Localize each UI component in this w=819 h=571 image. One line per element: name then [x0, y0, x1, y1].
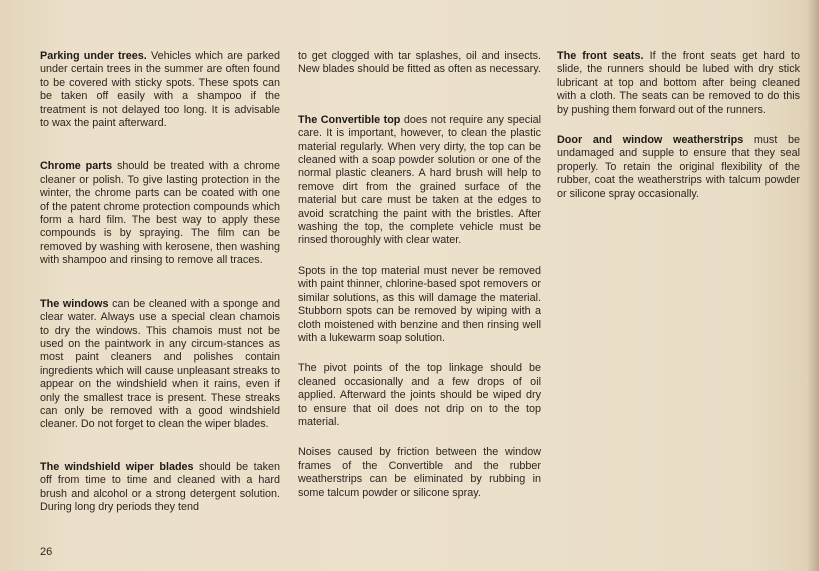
heading-weatherstrips: Door and window weatherstrips: [557, 134, 744, 147]
heading-convertible-top: The Convertible top: [298, 113, 401, 126]
body-front-seats: If the front seats get hard to slide, the runners should be lubed with dry stick lubricant at top and bottom after being cleaned with a cloth. The seats can be removed to do this by pushing them forward out of the runners.: [557, 50, 800, 116]
body-wiper-blades: should be taken off from time to time and cleaned with a hard brush and alcohol or a strong detergent solution. During long dry periods they tend: [40, 460, 280, 513]
paragraph-chrome-parts: [40, 160, 280, 267]
paragraph-convertible-top: [298, 114, 541, 248]
paragraph-wiper-blades: [40, 461, 280, 515]
body-friction-noises: Noises caused by friction between the window frames of the Convertible and the rubber weatherstrips can be eliminated by rubbing in some talcum powder or silicone spray.: [298, 446, 541, 499]
heading-windows: The windows: [40, 297, 109, 310]
body-pivot-points: The pivot points of the top linkage should be cleaned occasionally and a few drops of oil applied. Afterward the joints should be wiped dry to ensure that oil does not drip on to the top material.: [298, 362, 541, 428]
column-middle: [298, 50, 541, 525]
paragraph-spots-top-material: [298, 265, 541, 345]
body-chrome-parts: should be treated with a chrome cleaner or polish. To give lasting protection in the winter, the chrome parts can be coated with one of the patent chrome protection compounds which form a hard film. The best way to apply these compounds is by spraying. The film can be removed by washing with kerosene, then washing with shampoo and rinsing to remove all traces.: [40, 160, 280, 267]
paragraph-front-seats: [557, 50, 800, 117]
paragraph-weatherstrips: [557, 134, 800, 201]
heading-front-seats: The front seats.: [557, 50, 644, 62]
paragraph-windows: [40, 298, 280, 432]
column-right: [557, 50, 800, 226]
page-number: 26: [40, 546, 53, 558]
body-convertible-top: does not require any special care. It is important, however, to clean the plastic material regularly. When very dirty, the top can be cleaned with a soap powder solution or one of the normal plastic cleaners. A hard brush will help to remove dirt from the grained surface of the material but care must be taken at the edges to avoid scratching the paint with the bristles. After washing the top, the complete vehicle must be rinsed thoroughly with clear water.: [298, 113, 542, 247]
body-spots-top-material: Spots in the top material must never be removed with paint thinner, chlorine-based spot removers or similar solutions, as this will damage the material. Stubborn spots can be removed by wiping with a cloth moistened with benzine and then rinsing well with a lukewarm soap solution.: [298, 264, 541, 344]
paragraph-parking-under-trees: [40, 50, 280, 130]
heading-wiper-blades: The windshield wiper blades: [40, 460, 194, 473]
body-windows: can be cleaned with a sponge and clear water. Always use a special clean chamois to dry the windows. This chamois must not be used on the paintwork in any circum-stances as most paint cleaners and polishes contain ingredients which will cause unpleasant streaks to appear on the windshield when it rains, even if only the smallest trace is present. These streaks can only be removed with a good windshield cleaner. Do not forget to clean the wiper blades.: [40, 297, 280, 431]
body-weatherstrips: must be undamaged and supple to ensure that they seal properly. To retain the original flexibility of the rubber, coat the weatherstrips with talcum powder or silicone spray occasionally.: [557, 134, 801, 200]
paragraph-pivot-points: [298, 362, 541, 429]
page-edge-shadow: [807, 0, 819, 571]
paragraph-friction-noises: [298, 446, 541, 500]
body-parking-under-trees: Vehicles which are parked under certain trees in the summer are often found to be covered with sticky spots. These spots can be taken off easily with a shampoo if the treatment is not delayed too long. It is advisable to wax the paint afterward.: [40, 50, 281, 130]
heading-chrome-parts: Chrome parts: [40, 160, 113, 173]
column-left: [40, 50, 280, 539]
heading-parking-under-trees: Parking under trees.: [40, 50, 147, 62]
body-wiper-continued: to get clogged with tar splashes, oil and insects. New blades should be fitted as often as necessary.: [298, 50, 541, 76]
paragraph-wiper-continued: [298, 50, 541, 77]
